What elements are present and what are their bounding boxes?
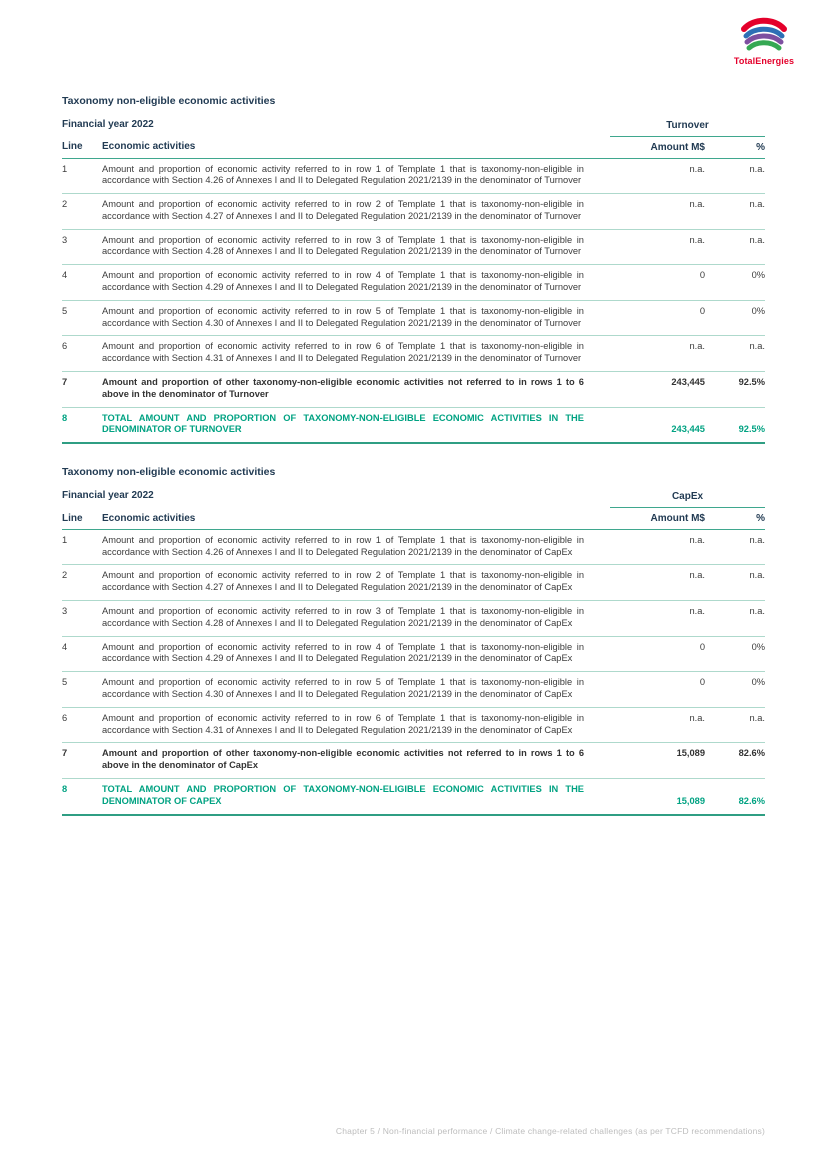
cell-pct: n.a. xyxy=(705,565,765,601)
cell-activity: Amount and proportion of economic activity referred to in row 4 of Template 1 that is taxonomy-non-eligible in accordance with Section 4.29 of Annexes I and II to Delegated Regulation 2021/2139 in the denominator of Turnover xyxy=(102,265,610,301)
cell-line: 8 xyxy=(62,778,102,814)
cell-amount: 243,445 xyxy=(610,407,705,443)
table-row xyxy=(62,300,765,336)
turnover-table-body xyxy=(62,158,765,443)
cell-activity: Amount and proportion of economic activity referred to in row 5 of Template 1 that is taxonomy-non-eligible in accordance with Section 4.30 of Annexes I and II to Delegated Regulation 2021/2139 in the denominator of Turnover xyxy=(102,300,610,336)
capex-table-body xyxy=(62,529,765,814)
cell-line: 8 xyxy=(62,407,102,443)
cell-activity: Amount and proportion of economic activity referred to in row 1 of Template 1 that is taxonomy-non-eligible in accordance with Section 4.26 of Annexes I and II to Delegated Regulation 2021/2139 in the denominator of CapEx xyxy=(102,529,610,565)
totalenergies-logo-icon xyxy=(725,16,803,54)
cell-line: 1 xyxy=(62,529,102,565)
cell-line: 7 xyxy=(62,372,102,408)
table-row xyxy=(62,636,765,672)
cell-line: 5 xyxy=(62,672,102,708)
table-row xyxy=(62,565,765,601)
table-row xyxy=(62,707,765,743)
table-row xyxy=(62,336,765,372)
cell-amount: n.a. xyxy=(610,336,705,372)
cell-line: 4 xyxy=(62,265,102,301)
turnover-table xyxy=(62,119,765,444)
table-header-row xyxy=(62,136,765,158)
cell-amount: n.a. xyxy=(610,600,705,636)
cell-pct: 0% xyxy=(705,265,765,301)
section-capex xyxy=(62,466,765,815)
cell-pct: n.a. xyxy=(705,707,765,743)
cell-amount: n.a. xyxy=(610,529,705,565)
cell-line: 4 xyxy=(62,636,102,672)
cell-amount: 0 xyxy=(610,265,705,301)
cell-amount: n.a. xyxy=(610,158,705,194)
cell-activity: Amount and proportion of economic activity referred to in row 1 of Template 1 that is taxonomy-non-eligible in accordance with Section 4.26 of Annexes I and II to Delegated Regulation 2021/2139 in the denominator of Turnover xyxy=(102,158,610,194)
totalenergies-logo xyxy=(725,16,803,66)
cell-activity: Amount and proportion of other taxonomy-non-eligible economic activities not referred to in rows 1 to 6 above in the denominator of Turnover xyxy=(102,372,610,408)
cell-line: 7 xyxy=(62,743,102,779)
cell-activity: Amount and proportion of economic activity referred to in row 6 of Template 1 that is taxonomy-non-eligible in accordance with Section 4.31 of Annexes I and II to Delegated Regulation 2021/2139 in the denominator of CapEx xyxy=(102,707,610,743)
table-row xyxy=(62,265,765,301)
cell-line: 3 xyxy=(62,600,102,636)
cell-pct: n.a. xyxy=(705,600,765,636)
brand-name: TotalEnergies xyxy=(733,56,795,66)
cell-amount: n.a. xyxy=(610,229,705,265)
financial-year-label: Financial year 2022 xyxy=(62,119,154,130)
table-row xyxy=(62,372,765,408)
section-title: Taxonomy non-eligible economic activities xyxy=(62,95,276,107)
cell-pct: 82.6% xyxy=(705,778,765,814)
cell-line: 1 xyxy=(62,158,102,194)
cell-pct: n.a. xyxy=(705,229,765,265)
table-header-row xyxy=(62,507,765,529)
cell-line: 6 xyxy=(62,707,102,743)
cell-pct: 0% xyxy=(705,672,765,708)
cell-pct: 82.6% xyxy=(705,743,765,779)
table-metric-row xyxy=(62,490,765,507)
cell-line: 3 xyxy=(62,229,102,265)
capex-table xyxy=(62,490,765,815)
cell-amount: 243,445 xyxy=(610,372,705,408)
cell-amount: n.a. xyxy=(610,565,705,601)
cell-pct: n.a. xyxy=(705,194,765,230)
col-header-amount: Amount M$ xyxy=(610,136,705,158)
metric-label: CapEx xyxy=(610,490,765,507)
cell-activity: TOTAL AMOUNT AND PROPORTION OF TAXONOMY-NON-ELIGIBLE ECONOMIC ACTIVITIES IN THE DENOMINATOR OF TURNOVER xyxy=(102,407,610,443)
table-row xyxy=(62,778,765,814)
cell-amount: 0 xyxy=(610,672,705,708)
cell-pct: n.a. xyxy=(705,529,765,565)
table-row xyxy=(62,158,765,194)
financial-year-label: Financial year 2022 xyxy=(62,490,154,502)
cell-pct: 0% xyxy=(705,636,765,672)
section-turnover xyxy=(62,95,765,444)
cell-pct: n.a. xyxy=(705,158,765,194)
cell-activity: Amount and proportion of economic activity referred to in row 4 of Template 1 that is taxonomy-non-eligible in accordance with Section 4.29 of Annexes I and II to Delegated Regulation 2021/2139 in the denominator of CapEx xyxy=(102,636,610,672)
col-header-line: Line xyxy=(62,136,102,158)
cell-line: 2 xyxy=(62,194,102,230)
table-row xyxy=(62,600,765,636)
col-header-percent: % xyxy=(705,136,765,158)
cell-amount: 15,089 xyxy=(610,778,705,814)
cell-activity: Amount and proportion of economic activity referred to in row 2 of Template 1 that is taxonomy-non-eligible in accordance with Section 4.27 of Annexes I and II to Delegated Regulation 2021/2139 in the denominator of CapEx xyxy=(102,565,610,601)
table-row xyxy=(62,529,765,565)
col-header-activities: Economic activities xyxy=(102,507,610,529)
table-row xyxy=(62,743,765,779)
cell-pct: 92.5% xyxy=(705,372,765,408)
col-header-percent: % xyxy=(705,507,765,529)
table-row xyxy=(62,407,765,443)
cell-amount: n.a. xyxy=(610,707,705,743)
page-footer-breadcrumb: Chapter 5 / Non-financial performance / Climate change-related challenges (as per TCFD recommendations) xyxy=(335,1126,765,1136)
metric-label: Turnover xyxy=(610,119,765,136)
cell-activity: Amount and proportion of economic activity referred to in row 5 of Template 1 that is taxonomy-non-eligible in accordance with Section 4.30 of Annexes I and II to Delegated Regulation 2021/2139 in the denominator of CapEx xyxy=(102,672,610,708)
cell-activity: TOTAL AMOUNT AND PROPORTION OF TAXONOMY-NON-ELIGIBLE ECONOMIC ACTIVITIES IN THE DENOMINATOR OF CAPEX xyxy=(102,778,610,814)
section-title: Taxonomy non-eligible economic activities xyxy=(62,466,276,479)
cell-activity: Amount and proportion of economic activity referred to in row 3 of Template 1 that is taxonomy-non-eligible in accordance with Section 4.28 of Annexes I and II to Delegated Regulation 2021/2139 in the denominator of CapEx xyxy=(102,600,610,636)
cell-pct: 0% xyxy=(705,300,765,336)
col-header-line: Line xyxy=(62,507,102,529)
table-row xyxy=(62,229,765,265)
cell-activity: Amount and proportion of economic activity referred to in row 6 of Template 1 that is taxonomy-non-eligible in accordance with Section 4.31 of Annexes I and II to Delegated Regulation 2021/2139 in the denominator of Turnover xyxy=(102,336,610,372)
cell-line: 6 xyxy=(62,336,102,372)
table-metric-row xyxy=(62,119,765,136)
cell-amount: n.a. xyxy=(610,194,705,230)
cell-line: 5 xyxy=(62,300,102,336)
table-row xyxy=(62,194,765,230)
cell-amount: 0 xyxy=(610,636,705,672)
cell-line: 2 xyxy=(62,565,102,601)
cell-pct: n.a. xyxy=(705,336,765,372)
cell-activity: Amount and proportion of economic activity referred to in row 3 of Template 1 that is taxonomy-non-eligible in accordance with Section 4.28 of Annexes I and II to Delegated Regulation 2021/2139 in the denominator of Turnover xyxy=(102,229,610,265)
cell-amount: 15,089 xyxy=(610,743,705,779)
cell-amount: 0 xyxy=(610,300,705,336)
table-row xyxy=(62,672,765,708)
cell-pct: 92.5% xyxy=(705,407,765,443)
col-header-activities: Economic activities xyxy=(102,136,610,158)
cell-activity: Amount and proportion of economic activity referred to in row 2 of Template 1 that is taxonomy-non-eligible in accordance with Section 4.27 of Annexes I and II to Delegated Regulation 2021/2139 in the denominator of Turnover xyxy=(102,194,610,230)
col-header-amount: Amount M$ xyxy=(610,507,705,529)
cell-activity: Amount and proportion of other taxonomy-non-eligible economic activities not referred to in rows 1 to 6 above in the denominator of CapEx xyxy=(102,743,610,779)
